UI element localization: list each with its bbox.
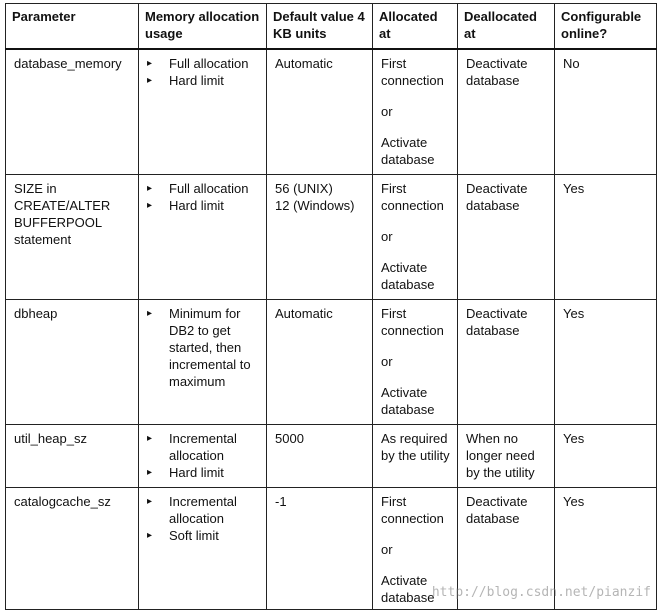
- allocated-or: or: [381, 354, 393, 369]
- cell-parameter: database_memory: [6, 49, 139, 175]
- bullet-list: [147, 430, 260, 481]
- bullet-item: ▸ Hard limit: [147, 72, 260, 89]
- allocated-option-b: Activate database: [381, 385, 435, 417]
- bullet-item: ▸ Full allocation: [147, 180, 260, 197]
- cell-parameter: SIZE in CREATE/ALTER BUFFERPOOL statement: [6, 175, 139, 300]
- cell-parameter: dbheap: [6, 300, 139, 425]
- allocated-option-b: Activate database: [381, 260, 435, 292]
- bullet-item: ▸ Hard limit: [147, 197, 260, 214]
- cell-deallocated-at: Deactivate database: [458, 175, 555, 300]
- table-row: [6, 300, 657, 425]
- cell-deallocated-at: When no longer need by the utility: [458, 425, 555, 488]
- memory-parameters-table: [5, 3, 657, 610]
- allocated-or: or: [381, 229, 393, 244]
- cell-allocated-at: [373, 49, 458, 175]
- header-default-value: Default value 4 KB units: [267, 4, 373, 50]
- allocated-option-b: Activate database: [381, 573, 435, 605]
- cell-allocated-at: [373, 488, 458, 610]
- bullet-list: [147, 305, 260, 390]
- cell-configurable-online: Yes: [555, 300, 657, 425]
- cell-deallocated-at: Deactivate database: [458, 488, 555, 610]
- cell-memory-usage: [139, 425, 267, 488]
- cell-deallocated-at: Deactivate database: [458, 49, 555, 175]
- cell-default-value: Automatic: [267, 300, 373, 425]
- memory-parameters-table-container: [5, 3, 656, 610]
- allocated-option-a: First connection: [381, 494, 444, 526]
- bullet-list: [147, 55, 260, 89]
- default-value-unix: 56 (UNIX): [275, 181, 333, 196]
- table-row: [6, 49, 657, 175]
- cell-configurable-online: Yes: [555, 488, 657, 610]
- table-row: [6, 175, 657, 300]
- cell-memory-usage: [139, 488, 267, 610]
- cell-default-value: Automatic: [267, 49, 373, 175]
- table-row: [6, 488, 657, 610]
- cell-allocated-at: As required by the utility: [373, 425, 458, 488]
- cell-default-value: [267, 175, 373, 300]
- header-memory-allocation-usage: Memory allocation usage: [139, 4, 267, 50]
- allocated-option-a: First connection: [381, 56, 444, 88]
- bullet-item: ▸ Hard limit: [147, 464, 260, 481]
- cell-configurable-online: Yes: [555, 175, 657, 300]
- cell-default-value: -1: [267, 488, 373, 610]
- cell-allocated-at: [373, 300, 458, 425]
- header-row: [6, 4, 657, 50]
- cell-memory-usage: [139, 49, 267, 175]
- cell-configurable-online: No: [555, 49, 657, 175]
- cell-memory-usage: [139, 175, 267, 300]
- table-row: [6, 425, 657, 488]
- header-configurable-online: Configurable online?: [555, 4, 657, 50]
- default-value-windows: 12 (Windows): [275, 198, 355, 213]
- bullet-item: ▸ Incremental allocation: [147, 493, 260, 527]
- cell-allocated-at: [373, 175, 458, 300]
- allocated-option-b: Activate database: [381, 135, 435, 167]
- bullet-item: ▸ Incremental allocation: [147, 430, 260, 464]
- allocated-option-a: First connection: [381, 181, 444, 213]
- bullet-item: ▸ Soft limit: [147, 527, 260, 544]
- bullet-list: [147, 180, 260, 214]
- allocated-option-a: First connection: [381, 306, 444, 338]
- bullet-item: ▸ Full allocation: [147, 55, 260, 72]
- cell-deallocated-at: Deactivate database: [458, 300, 555, 425]
- cell-parameter: catalogcache_sz: [6, 488, 139, 610]
- header-allocated-at: Allocated at: [373, 4, 458, 50]
- watermark-text: http://blog.csdn.net/pianzif: [431, 585, 651, 600]
- allocated-or: or: [381, 104, 393, 119]
- allocated-or: or: [381, 542, 393, 557]
- cell-parameter: util_heap_sz: [6, 425, 139, 488]
- bullet-list: [147, 493, 260, 544]
- cell-memory-usage: [139, 300, 267, 425]
- header-deallocated-at: Deallocated at: [458, 4, 555, 50]
- cell-default-value: 5000: [267, 425, 373, 488]
- header-parameter: Parameter: [6, 4, 139, 50]
- bullet-item: ▸ Minimum for DB2 to get started, then incremental to maximum: [147, 305, 260, 390]
- cell-configurable-online: Yes: [555, 425, 657, 488]
